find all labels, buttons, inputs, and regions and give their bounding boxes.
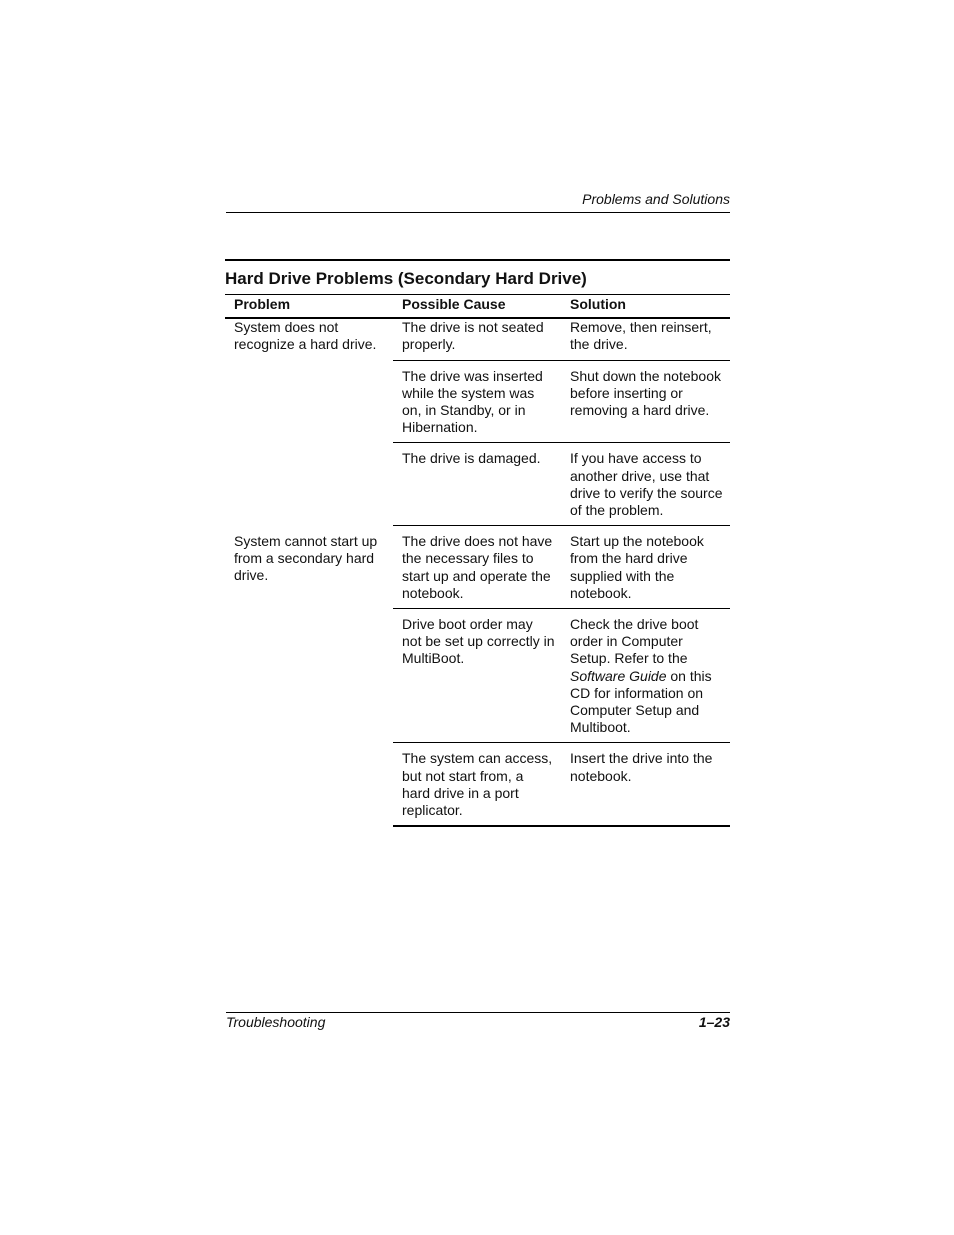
cause-cell: The drive does not have the necessary files to start up and operate the notebook.	[393, 526, 561, 609]
problem-cell: System cannot start up from a secondary hard drive.	[234, 532, 378, 584]
running-head: Problems and Solutions	[582, 191, 730, 207]
solution-cell	[561, 609, 730, 743]
column-header-solution: Solution	[561, 295, 730, 319]
solution-text: on this CD for information on Computer Setup and Multiboot.	[570, 667, 712, 736]
table-title: Hard Drive Problems (Secondary Hard Drive)	[225, 269, 587, 288]
cause-cell: Drive boot order may not be set up correctly in MultiBoot.	[393, 609, 561, 743]
header-rule	[226, 212, 730, 213]
table-row	[225, 318, 730, 360]
column-header-problem: Problem	[225, 295, 393, 319]
cause-cell: The system can access, but not start from, a hard drive in a port replicator.	[393, 743, 561, 826]
table-row	[225, 526, 730, 609]
cause-cell: The drive is damaged.	[393, 443, 561, 526]
software-guide-reference: Software Guide	[570, 667, 667, 684]
solution-text: Check the drive boot order in Computer Setup. Refer to the	[570, 616, 699, 667]
solution-cell: If you have access to another drive, use that drive to verify the source of the problem.	[561, 443, 730, 526]
footer-chapter: Troubleshooting	[226, 1014, 326, 1030]
solution-cell: Remove, then reinsert, the drive.	[561, 318, 730, 360]
solution-cell: Shut down the notebook before inserting or removing a hard drive.	[561, 360, 730, 443]
column-header-possible-cause: Possible Cause	[393, 295, 561, 319]
troubleshooting-table-block	[225, 259, 730, 827]
cause-cell: The drive was inserted while the system was on, in Standby, or in Hibernation.	[393, 360, 561, 443]
troubleshooting-table	[225, 294, 730, 827]
table-header-row	[225, 295, 730, 319]
solution-cell: Start up the notebook from the hard drive supplied with the notebook.	[561, 526, 730, 609]
solution-cell: Insert the drive into the notebook.	[561, 743, 730, 826]
cause-cell: The drive is not seated properly.	[393, 318, 561, 360]
problem-cell: System does not recognize a hard drive.	[234, 319, 377, 353]
page-number: 1–23	[698, 1014, 730, 1030]
